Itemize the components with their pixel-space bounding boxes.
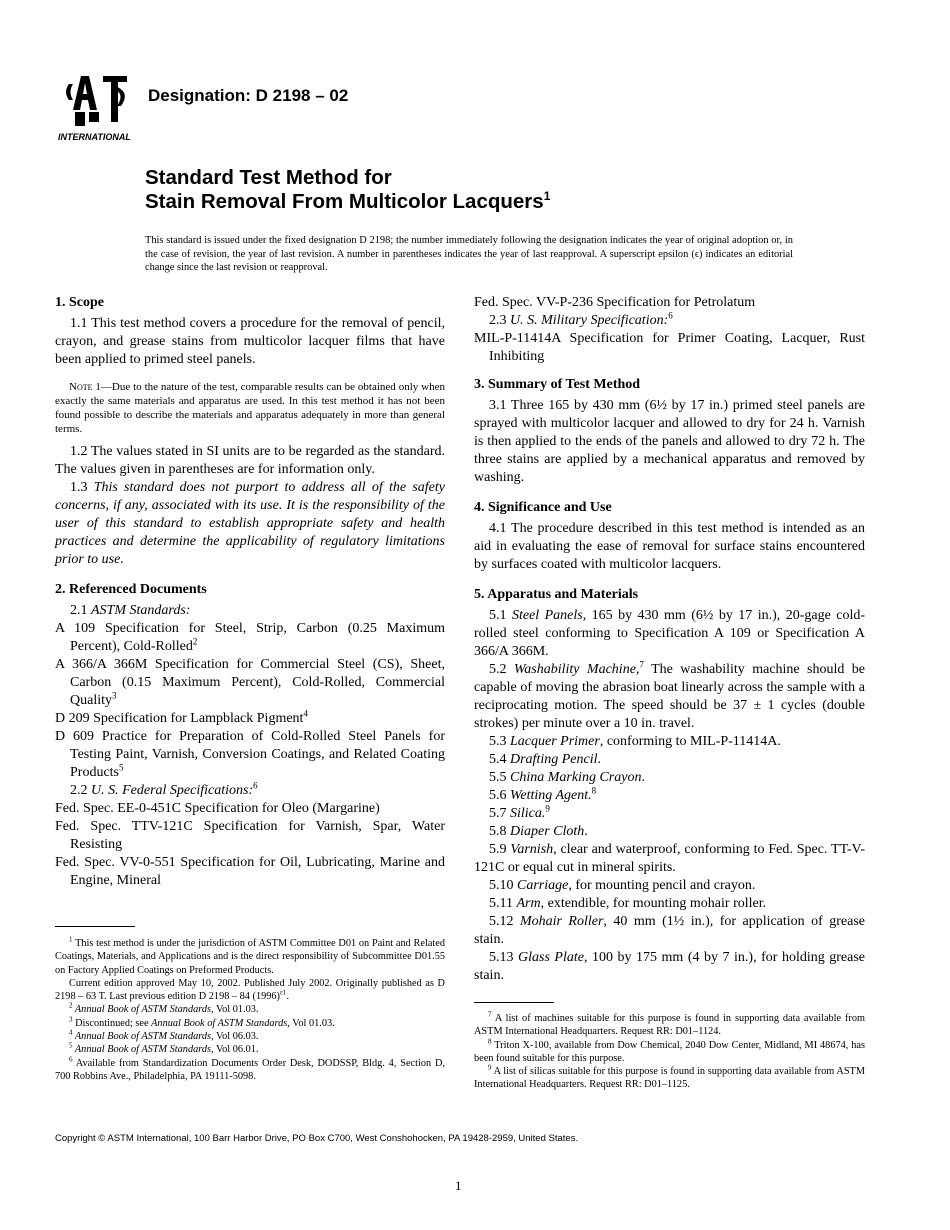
para-footnote: 7 [639, 659, 644, 670]
sub-2-2-footnote: 6 [253, 780, 258, 791]
ref-item [55, 728, 445, 782]
footnote-7 [474, 1012, 865, 1039]
para-term: Arm [516, 896, 541, 911]
title-footnote-ref: 1 [543, 189, 551, 204]
para-text: , extendible, for mounting mohair roller. [540, 896, 767, 911]
para-5-10 [474, 877, 865, 895]
right-column [474, 294, 865, 985]
para-term: Washability Machine, [513, 662, 640, 677]
footnote-text: Discontinued; see [72, 1017, 152, 1029]
ref-footnote: 3 [112, 690, 117, 701]
sub-2-1-number: 2.1 [70, 603, 91, 618]
para-1-3-text: This standard does not purport to address all of the safety concerns, if any, associated with its use. It is the responsibility of the user of this standard to establish appropriate safety and health practices and determine the applicability of regulatory limitations prior to use. [55, 480, 445, 567]
footnote-6 [55, 1057, 445, 1084]
para-text: . [584, 824, 588, 839]
para-5-2 [474, 661, 865, 733]
para-1-2: 1.2 The values stated in SI units are to be regarded as the standard. The values given in parentheses are for information only. [55, 444, 445, 477]
logo-subtext: INTERNATIONAL [58, 132, 131, 142]
ref-text: A 366/A 366M Specification for Commercial Steel (CS), Sheet, Carbon (0.15 Maximum Percent), Cold-Rolled, Commercial Quality [55, 657, 445, 708]
section-3-heading: 3. Summary of Test Method [474, 377, 641, 392]
para-1-3 [55, 479, 445, 569]
footnote-text: Annual Book of ASTM Standards [72, 1044, 212, 1056]
fed-spec-item: Fed. Spec. TTV-121C Specification for Varnish, Spar, Water Resisting [55, 819, 445, 852]
para-text: , conforming to MIL-P-11414A. [599, 734, 781, 749]
para-number: 5.2 [489, 662, 514, 677]
ref-footnote: 2 [192, 636, 198, 647]
ref-text: A 109 Specification for Steel, Strip, Carbon (0.25 Maximum Percent), Cold-Rolled [55, 621, 445, 654]
para-term: Wetting Agent. [510, 788, 592, 803]
para-5-7 [474, 805, 865, 823]
fed-spec-item: Fed. Spec. VV-0-551 Specification for Oil, Lubricating, Marine and Engine, Mineral [55, 855, 445, 888]
page-title [145, 166, 550, 214]
sub-2-1 [55, 602, 445, 620]
section-4-heading: 4. Significance and Use [474, 500, 612, 515]
footnote-volume: , Vol 06.03. [211, 1031, 259, 1043]
footnote-2 [55, 1003, 445, 1016]
footnote-volume: , Vol 01.03. [211, 1004, 259, 1016]
footnote-number: 5 [69, 1041, 73, 1050]
astm-logo [55, 70, 140, 145]
footnote-text: Annual Book of ASTM Standards [72, 1031, 212, 1043]
para-term: Mohair Roller [519, 914, 604, 929]
footnote-text: Available from Standardization Documents Order Desk, DODSSP, Bldg. 4, Section D, 700 Robbins Ave., Philadelphia, PA 19111-5098. [55, 1057, 445, 1082]
footnote-text: Annual Book of ASTM Standards [72, 1004, 212, 1016]
ref-footnote: 5 [119, 762, 124, 773]
footnote-number: 8 [488, 1037, 492, 1046]
para-5-11 [474, 895, 865, 913]
footnote-number: 4 [69, 1028, 73, 1037]
sub-2-3-title: U. S. Military Specification: [510, 313, 669, 328]
footnote-1 [55, 937, 445, 977]
para-4-1: 4.1 The procedure described in this test method is intended as an aid in evaluating the ease of removal for surface stains encountered by surfaces coated with multicolor lacquers. [474, 521, 865, 572]
para-number: 5.12 [489, 914, 520, 929]
para-term: Diaper Cloth [510, 824, 585, 839]
para-number: 5.13 [489, 950, 519, 965]
left-footnotes [55, 926, 445, 1083]
para-text: , clear and waterproof, conforming to Fed. Spec. TT-V-121C or equal cut in mineral spirits. [474, 842, 865, 875]
para-number: 5.9 [489, 842, 511, 857]
footnote-text: Triton X-100, available from Dow Chemical, 2040 Dow Center, Midland, MI 48674, has been found suitable for this purpose. [474, 1039, 865, 1064]
sub-2-3-footnote: 6 [668, 310, 673, 321]
para-term: Drafting Pencil [510, 752, 598, 767]
para-term: Carriage [517, 878, 569, 893]
para-text: , 40 mm (1½ in.), for application of grease stain. [474, 914, 866, 947]
footnote-3 [55, 1017, 445, 1030]
para-number: 5.4 [489, 752, 510, 767]
sub-2-2-number: 2.2 [70, 783, 91, 798]
copyright-notice: Copyright © ASTM International, 100 Barr Harbor Drive, PO Box C700, West Conshohocken, PA 19428-2959, United States. [55, 1133, 579, 1144]
para-number: 5.1 [489, 608, 512, 623]
section-2-heading: 2. Referenced Documents [55, 582, 207, 597]
para-5-6 [474, 787, 865, 805]
note-text: 1—Due to the nature of the test, comparable results can be obtained only when exactly the same materials and apparatus are used. In this test method it has not been found possible to describe the materials and apparatus adequately in more than general terms. [55, 381, 445, 435]
footnote-text: Current edition approved May 10, 2002. Published July 2002. Originally published as D 2198 – 63 T. Last previous edition D 2198 – 84 (1996) [55, 977, 445, 1003]
footnote-book: Annual Book of ASTM Standards [151, 1017, 288, 1029]
para-term: Silica. [510, 806, 546, 821]
sub-2-2-title: U. S. Federal Specifications: [91, 783, 254, 798]
para-term: China Marking Crayon [510, 770, 642, 785]
footnote-epsilon: ε1 [279, 988, 287, 997]
para-1-1: 1.1 This test method covers a procedure for the removal of pencil, crayon, and grease stains from multicolor lacquer films that have been applied to primed steel panels. [55, 316, 445, 367]
para-number: 5.10 [489, 878, 517, 893]
para-term: Steel Panels [511, 608, 583, 623]
para-number: 5.8 [489, 824, 510, 839]
footnote-text: A list of machines suitable for this purpose is found in supporting data available from ASTM International Headquarters. Request RR: D01–1124. [474, 1013, 865, 1038]
footnote-9 [474, 1065, 865, 1092]
ref-item [55, 710, 445, 728]
para-number: 5.3 [489, 734, 510, 749]
footnote-number: 6 [69, 1055, 73, 1064]
footnote-4 [55, 1030, 445, 1043]
footnote-text: This test method is under the jurisdiction of ASTM Committee D01 on Paint and Related Coatings, Materials, and Applications and is the direct responsibility of Subcommittee D01.55 on Factory Applied Coatings on Preformed Products. [55, 938, 445, 976]
section-5-heading: 5. Apparatus and Materials [474, 587, 639, 602]
fed-spec-item: Fed. Spec. EE-0-451C Specification for Oleo (Margarine) [55, 801, 380, 816]
section-1-heading: 1. Scope [55, 295, 104, 310]
para-text: , 165 by 430 mm (6½ by 17 in.), 20-gage cold-rolled steel conforming to Specification A 109 or Specification A 366/A 366M. [474, 608, 866, 659]
para-5-3 [474, 733, 865, 751]
para-number: 5.11 [489, 896, 517, 911]
footnote-1b [55, 977, 445, 1004]
footnote-volume: , Vol 01.03. [287, 1017, 335, 1029]
ref-item [55, 620, 445, 656]
footnote-number: 1 [69, 935, 73, 944]
title-line-1: Standard Test Method for [145, 166, 392, 189]
para-term: Glass Plate [518, 950, 584, 965]
para-5-9 [474, 841, 865, 877]
footnote-5 [55, 1043, 445, 1056]
title-line-2: Stain Removal From Multicolor Lacquers [145, 190, 544, 213]
para-term: Lacquer Primer [510, 734, 600, 749]
para-5-8 [474, 823, 865, 841]
sub-2-2 [55, 782, 445, 800]
sub-2-3 [474, 312, 865, 330]
para-1-3-number: 1.3 [70, 480, 94, 495]
note-label: Note [69, 381, 93, 393]
ref-text: D 609 Practice for Preparation of Cold-Rolled Steel Panels for Testing Paint, Varnish, Conversion Coatings, and Related Coating Products [55, 729, 445, 780]
para-5-1 [474, 607, 865, 661]
para-footnote: 9 [545, 803, 550, 814]
para-footnote: 8 [591, 785, 597, 796]
para-text: The washability machine should be capable of moving the abrasion boat linearly across the sample with a reciprocating motion. The speed should be 37 ± 1 cycles (double strokes) per minute over a 10 in. travel. [474, 662, 866, 731]
footnote-rule [55, 926, 135, 927]
right-footnotes [474, 1002, 865, 1092]
footnote-number: 2 [69, 1002, 73, 1011]
para-number: 5.6 [489, 788, 510, 803]
note-1 [55, 380, 445, 436]
para-term: Varnish [510, 842, 554, 857]
para-text: . [641, 770, 645, 785]
para-5-12 [474, 913, 865, 949]
footnote-end: . [286, 991, 290, 1003]
para-5-4 [474, 751, 865, 769]
ref-footnote: 4 [303, 708, 308, 719]
page-number: 1 [455, 1178, 462, 1193]
mil-spec-item: MIL-P-11414A Specification for Primer Coating, Lacquer, Rust Inhibiting [474, 331, 865, 364]
footnote-rule [474, 1002, 554, 1003]
footnote-8 [474, 1039, 865, 1066]
footnote-text: A list of silicas suitable for this purpose is found in supporting data available from ASTM International Headquarters. Request RR: D01–1125. [474, 1066, 865, 1091]
para-5-13 [474, 949, 865, 985]
sub-2-3-number: 2.3 [489, 313, 510, 328]
para-number: 5.7 [489, 806, 510, 821]
para-text: . [597, 752, 601, 767]
footnote-number: 9 [488, 1063, 492, 1072]
para-5-5 [474, 769, 865, 787]
fed-spec-item: Fed. Spec. VV-P-236 Specification for Petrolatum [474, 295, 756, 310]
sub-2-1-title: ASTM Standards: [91, 603, 191, 618]
para-number: 5.5 [489, 770, 510, 785]
left-column [55, 294, 445, 890]
ref-item [55, 656, 445, 710]
footnote-number: 3 [69, 1015, 73, 1024]
footnote-volume: , Vol 06.01. [211, 1044, 259, 1056]
para-text: , for mounting pencil and crayon. [568, 878, 756, 893]
footnote-number: 7 [488, 1010, 492, 1019]
astm-logo-graphic [55, 70, 140, 145]
para-text: , 100 by 175 mm (4 by 7 in.), for holding grease stain. [474, 950, 865, 983]
ref-text: D 209 Specification for Lampblack Pigment [55, 711, 304, 726]
designation: Designation: D 2198 – 02 [148, 86, 349, 105]
issuance-note: This standard is issued under the fixed designation D 2198; the number immediately following the designation indicates the year of original adoption or, in the case of revision, the year of last revision. A number in parentheses indicates the year of last reapproval. A superscript epsilon (ϵ) indicates an editorial change since the last revision or reapproval. [145, 235, 793, 273]
para-3-1: 3.1 Three 165 by 430 mm (6½ by 17 in.) primed steel panels are sprayed with multicolor lacquer and allowed to dry for 24 h. Varnish is then applied to the ends of the panels and allowed to dry 72 h. The three stains are applied by a mechanical apparatus and removed by washing. [474, 398, 865, 485]
